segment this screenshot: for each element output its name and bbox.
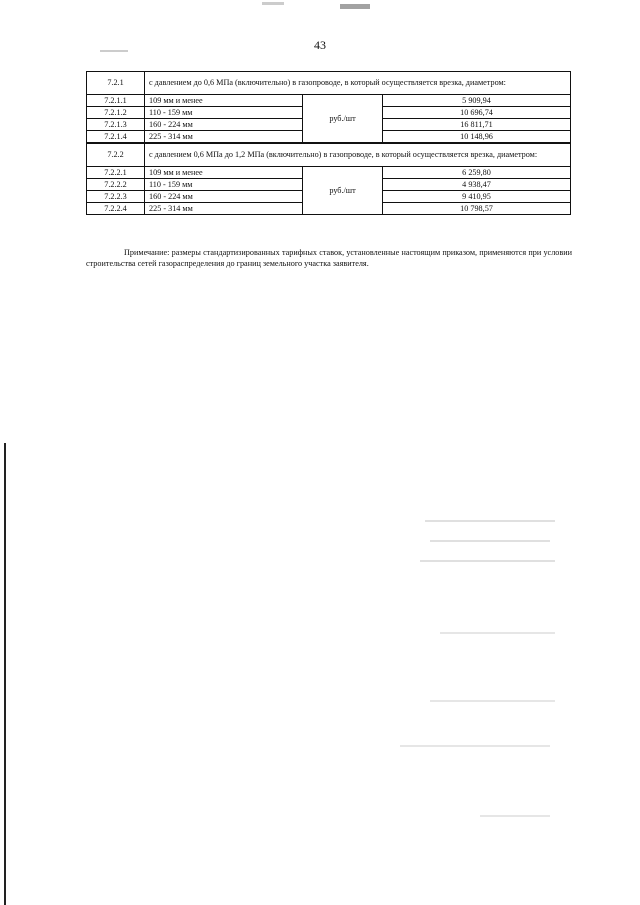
- group-code: 7.2.2: [87, 143, 145, 167]
- group-header-row: [87, 143, 571, 167]
- row-unit: руб./шт: [303, 95, 383, 144]
- scan-smudge: [440, 632, 555, 634]
- row-code: 7.2.1.1: [87, 95, 145, 107]
- row-value: 10 148,96: [383, 131, 571, 144]
- scan-smudge: [430, 700, 555, 702]
- table-row: [87, 95, 571, 107]
- row-code: 7.2.1.3: [87, 119, 145, 131]
- row-value: 5 909,94: [383, 95, 571, 107]
- row-diameter: 225 - 314 мм: [145, 203, 303, 215]
- scan-smudge: [425, 520, 555, 522]
- scan-smudge: [480, 815, 550, 817]
- scan-smudge: [262, 2, 284, 5]
- row-diameter: 110 - 159 мм: [145, 179, 303, 191]
- row-value: 10 798,57: [383, 203, 571, 215]
- group-code: 7.2.1: [87, 72, 145, 95]
- row-value: 4 938,47: [383, 179, 571, 191]
- row-code: 7.2.2.1: [87, 167, 145, 179]
- row-diameter: 109 мм и менее: [145, 95, 303, 107]
- row-code: 7.2.2.2: [87, 179, 145, 191]
- row-unit: руб./шт: [303, 167, 383, 215]
- row-diameter: 160 - 224 мм: [145, 191, 303, 203]
- group-header-row: [87, 72, 571, 95]
- group-description: с давлением 0,6 МПа до 1,2 МПа (включительно) в газопроводе, в который осуществляется врезка, диаметром:: [145, 143, 571, 167]
- page-number: 43: [314, 38, 326, 52]
- scan-smudge: [420, 560, 555, 562]
- row-diameter: 225 - 314 мм: [145, 131, 303, 144]
- row-diameter: 160 - 224 мм: [145, 119, 303, 131]
- note-text: Примечание: размеры стандартизированных тарифных ставок, установленные настоящим приказом, применяются при условии строительства сетей газораспределения до границ земельного участка заявителя.: [86, 248, 572, 269]
- row-value: 10 696,74: [383, 107, 571, 119]
- row-code: 7.2.1.4: [87, 131, 145, 144]
- row-code: 7.2.2.3: [87, 191, 145, 203]
- table-row: [87, 167, 571, 179]
- row-value: 6 259,80: [383, 167, 571, 179]
- row-code: 7.2.2.4: [87, 203, 145, 215]
- group-description: с давлением до 0,6 МПа (включительно) в газопроводе, в который осуществляется врезка, диаметром:: [145, 72, 571, 95]
- scan-smudge: [340, 4, 370, 9]
- footnote: [86, 247, 572, 269]
- row-diameter: 109 мм и менее: [145, 167, 303, 179]
- scan-smudge: [400, 745, 550, 747]
- scan-smudge: [100, 50, 128, 52]
- row-diameter: 110 - 159 мм: [145, 107, 303, 119]
- row-value: 9 410,95: [383, 191, 571, 203]
- scan-smudge: [430, 540, 550, 542]
- scan-edge-line: [4, 443, 6, 905]
- tariff-table: [86, 71, 571, 215]
- row-code: 7.2.1.2: [87, 107, 145, 119]
- row-value: 16 811,71: [383, 119, 571, 131]
